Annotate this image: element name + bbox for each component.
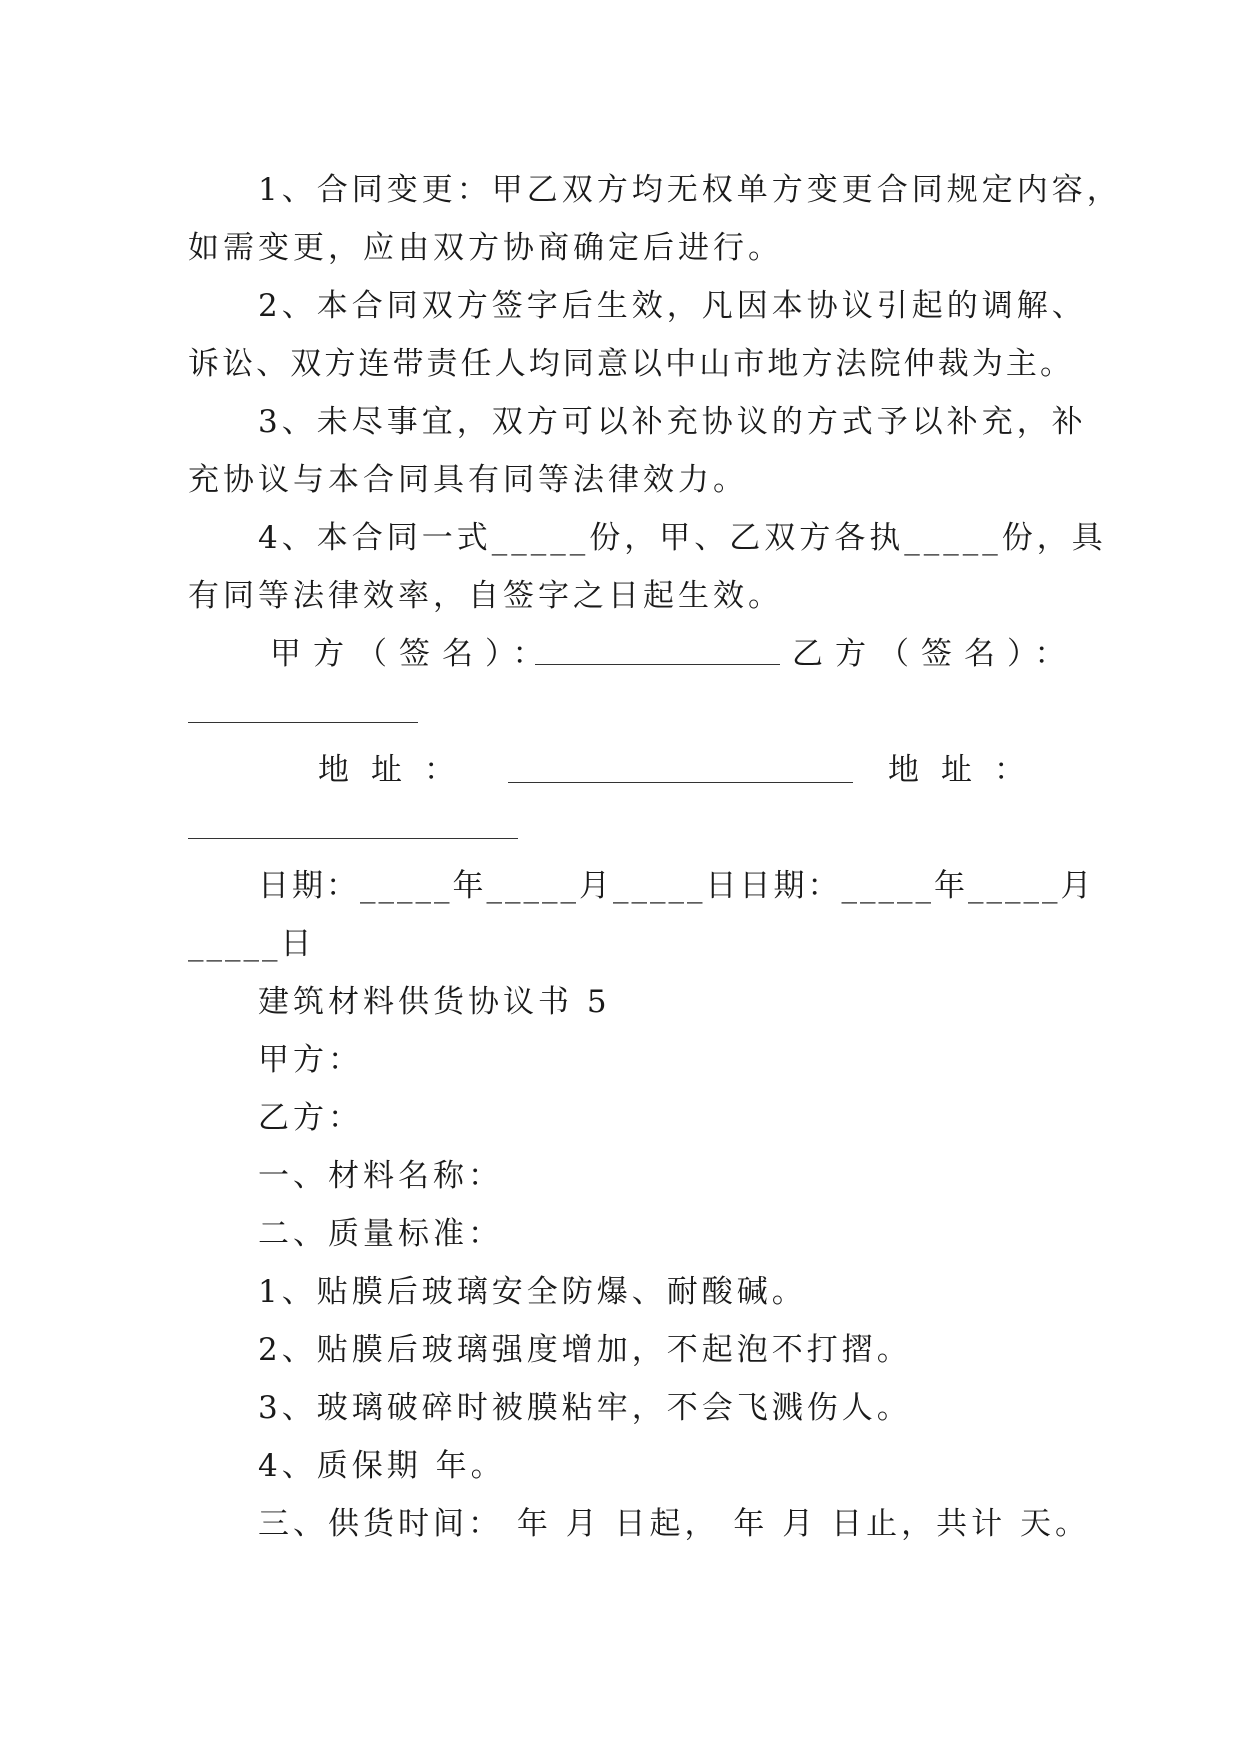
party-a-signature-blank <box>535 664 780 665</box>
party-b-signature-blank <box>188 722 418 723</box>
section-title: 建筑材料供货协议书 5 <box>258 984 611 1020</box>
supply-time-heading: 三、供货时间： 年 月 日起， 年 月 日止，共计 天。 <box>258 1506 1090 1542</box>
party-a-line: 甲方： <box>258 1042 363 1078</box>
clause-2-line-2: 诉讼、双方连带责任人均同意以中山市地方法院仲裁为主。 <box>188 346 1073 382</box>
party-a-signature-label: 甲方（签名）： <box>270 636 556 672</box>
clause-2-line-1: 2、本合同双方签字后生效，凡因本协议引起的调解、 <box>258 288 1087 324</box>
quality-item-2: 2、贴膜后玻璃强度增加，不起泡不打摺。 <box>258 1332 912 1368</box>
quality-standard-heading: 二、质量标准： <box>258 1216 503 1252</box>
quality-item-3: 3、玻璃破碎时被膜粘牢，不会飞溅伤人。 <box>258 1390 912 1426</box>
clause-1-line-1: 1、合同变更：甲乙双方均无权单方变更合同规定内容， <box>258 172 1122 208</box>
party-b-signature-label: 乙方（签名）： <box>792 636 1078 672</box>
clause-4-line-1: 4、本合同一式_____份，甲、乙双方各执_____份，具 <box>258 520 1107 556</box>
clause-3-line-1: 3、未尽事宜，双方可以补充协议的方式予以补充，补 <box>258 404 1087 440</box>
clause-3-line-2: 充协议与本合同具有同等法律效力。 <box>188 462 748 498</box>
party-a-address-blank <box>508 782 853 783</box>
clause-1-line-2: 如需变更，应由双方协商确定后进行。 <box>188 230 783 266</box>
date-line-tail: _____日 <box>188 926 315 962</box>
party-b-address-blank <box>188 838 518 839</box>
party-b-address-label: 地址： <box>888 752 1047 788</box>
clause-4-line-2: 有同等法律效率，自签字之日起生效。 <box>188 578 783 614</box>
date-line: 日期：_____年_____月_____日日期：_____年_____月 <box>258 868 1095 904</box>
quality-item-4: 4、质保期 年。 <box>258 1448 506 1484</box>
quality-item-1: 1、贴膜后玻璃安全防爆、耐酸碱。 <box>258 1274 807 1310</box>
material-name-heading: 一、材料名称： <box>258 1158 503 1194</box>
party-b-line: 乙方： <box>258 1100 363 1136</box>
party-a-address-label: 地址： <box>318 752 477 788</box>
